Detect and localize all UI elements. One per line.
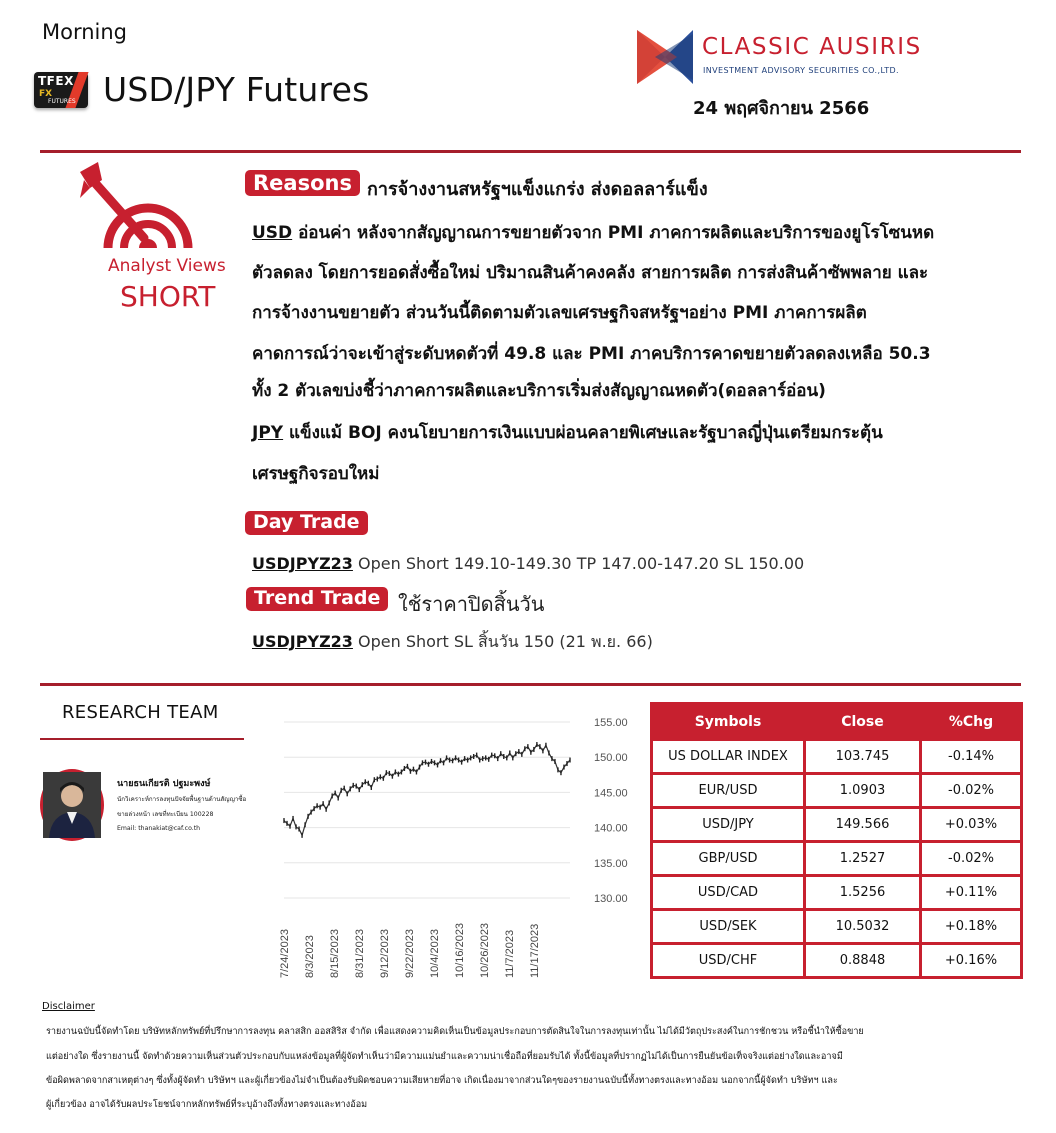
company-name: CLASSIC AUSIRIS: [702, 34, 922, 60]
section-divider: [40, 150, 1021, 153]
x-tick-label: 10/4/2023: [429, 929, 441, 978]
disclaimer-line: ผู้เกี่ยวข้อง อาจได้รับผลประโยชน์จากหลักทรัพย์ที่ระบุอ้างถึงทั้งทางตรงและทางอ้อม: [46, 1100, 368, 1110]
table-header-row: [652, 704, 1022, 740]
change-cell: +0.18%: [921, 910, 1022, 944]
session-label: Morning: [42, 20, 128, 44]
y-tick-label: 150.00: [594, 752, 628, 765]
y-tick-label: 155.00: [594, 717, 628, 729]
avatar: [40, 769, 104, 841]
usd-line-text: อ่อนค่า หลังจากสัญญาณการขยายตัวจาก PMI ภาคการผลิตและบริการของยูโรโซนหด: [292, 223, 935, 243]
target-arrow-icon: [78, 158, 202, 258]
report-date: 24 พฤศจิกายน 2566: [693, 98, 870, 119]
quote-table: [650, 702, 1023, 979]
disclaimer-line: แต่อย่างใด ซึ่งรายงานนี้ จัดทำด้วยความเห็นส่วนตัวประกอบกับแหล่งข้อมูลที่ผู้จัดทำเห็นว่ามีความแม่นยำและความน่าเชื่อถือที่ยอมรับได้ ทั้งนี้ข้อมูลที่ปรากฏไม่ได้เป็นการยืนยันข้อเท็จจริงแต่อย่างใดและอาจมี: [46, 1052, 843, 1062]
company-logo-icon: [637, 30, 693, 84]
y-tick-label: 135.00: [594, 857, 628, 870]
day-trade-detail: Open Short 149.10-149.30 TP 147.00-147.20 SL 150.00: [352, 554, 805, 573]
table-row: [652, 910, 1022, 944]
symbol-cell: US DOLLAR INDEX: [652, 740, 805, 774]
jpy-paragraph-line: [252, 419, 883, 446]
series-line: [284, 745, 570, 836]
y-tick-label: 140.00: [594, 822, 628, 835]
usd-paragraph-line: ทั้ง 2 ตัวเลขบ่งชี้ว่าภาคการผลิตและบริการเริ่มส่งสัญญาณหดตัว(ดอลลาร์อ่อน): [252, 381, 826, 401]
close-cell: 103.745: [805, 740, 921, 774]
research-team-title: RESEARCH TEAM: [62, 702, 219, 723]
symbol-cell: GBP/USD: [652, 842, 805, 876]
analyst-position: SHORT: [120, 280, 216, 313]
x-tick-label: 7/24/2023: [279, 929, 291, 978]
x-tick-label: 11/17/2023: [529, 923, 541, 978]
x-tick-label: 11/7/2023: [504, 929, 516, 978]
analyst-views-label: Analyst Views: [108, 256, 226, 276]
trend-trade-symbol: USDJPYZ23: [252, 632, 353, 651]
usd-term: USD: [252, 223, 293, 243]
table-row: [652, 944, 1022, 978]
reasons-headline: การจ้างงานสหรัฐฯแข็งแกร่ง ส่งดอลลาร์แข็ง: [367, 179, 708, 200]
disclaimer-title: Disclaimer: [42, 1001, 95, 1012]
trend-trade-detail: Open Short SL สิ้นวัน 150 (21 พ.ย. 66): [352, 632, 653, 651]
change-cell: +0.16%: [921, 944, 1022, 978]
tfex-logo-fx: FX: [39, 89, 53, 99]
usd-paragraph-line: การจ้างงานขยายตัว ส่วนวันนี้ติดตามตัวเลขเศรษฐกิจสหรัฐฯอย่าง PMI ภาคการผลิต: [252, 303, 867, 323]
jpy-term: JPY: [252, 423, 284, 443]
tfex-logo-futures: FUTURES: [48, 98, 76, 105]
header-close: Close: [805, 704, 921, 740]
x-tick-label: 9/12/2023: [379, 929, 391, 978]
analyst-license: ขายล่วงหน้า เลขที่ทะเบียน 100228: [117, 811, 214, 818]
day-trade-tag: Day Trade: [245, 511, 368, 535]
change-cell: -0.02%: [921, 774, 1022, 808]
close-cell: 10.5032: [805, 910, 921, 944]
day-trade-symbol: USDJPYZ23: [252, 554, 353, 573]
close-cell: 149.566: [805, 808, 921, 842]
change-cell: +0.11%: [921, 876, 1022, 910]
reasons-tag: Reasons: [245, 170, 360, 196]
symbol-cell: USD/SEK: [652, 910, 805, 944]
x-tick-label: 9/22/2023: [404, 929, 416, 978]
company-subtitle: INVESTMENT ADVISORY SECURITIES CO.,LTD.: [703, 66, 899, 75]
change-cell: +0.03%: [921, 808, 1022, 842]
section-divider: [40, 683, 1021, 686]
disclaimer-line: ข้อผิดพลาดจากสาเหตุต่างๆ ซึ่งทั้งผู้จัดทำ บริษัทฯ และผู้เกี่ยวข้องไม่จำเป็นต้องรับผิดชอบความเสียหายที่อาจ เกิดเนื่องมาจากส่วนใดๆของรายงานฉบับนี้ทั้งทางตรงและทางอ้อม นอกจากนี้ผู้จัดทำ บริษัทฯ และ: [46, 1076, 838, 1086]
day-trade-line: [252, 554, 804, 573]
close-cell: 1.2527: [805, 842, 921, 876]
trend-trade-tag: Trend Trade: [246, 587, 388, 611]
symbol-cell: USD/JPY: [652, 808, 805, 842]
trend-trade-note: ใช้ราคาปิดสิ้นวัน: [398, 592, 545, 616]
usd-paragraph-line: [252, 219, 934, 246]
header-symbols: Symbols: [652, 704, 805, 740]
usd-paragraph-line: คาดการณ์ว่าจะเข้าสู่ระดับหดตัวที่ 49.8 และ PMI ภาคบริการคาดขยายตัวลดลงเหลือ 50.3: [252, 344, 931, 364]
close-cell: 1.5256: [805, 876, 921, 910]
close-cell: 0.8848: [805, 944, 921, 978]
analyst-role: นักวิเคราะห์การลงทุนปัจจัยพื้นฐานด้านสัญญาซื้อ: [117, 796, 247, 803]
change-cell: -0.14%: [921, 740, 1022, 774]
x-tick-label: 8/31/2023: [354, 929, 366, 978]
close-cell: 1.0903: [805, 774, 921, 808]
analyst-name: นายธนเกียรติ ปฐมะพงษ์: [117, 779, 211, 789]
x-tick-label: 8/15/2023: [329, 929, 341, 978]
trend-trade-line: [252, 630, 653, 655]
jpy-paragraph-line: เศรษฐกิจรอบใหม่: [252, 464, 380, 484]
x-tick-label: 8/3/2023: [304, 935, 316, 978]
usd-paragraph-line: ตัวลดลง โดยการยอดสั่งซื้อใหม่ ปริมาณสินค้าคงคลัง สายการผลิต การส่งสินค้าซัพพลาย และ: [252, 263, 929, 283]
x-tick-label: 10/16/2023: [454, 922, 466, 978]
header-pct-change: %Chg: [921, 704, 1022, 740]
table-row: [652, 876, 1022, 910]
analyst-email: Email: thanakiat@caf.co.th: [117, 825, 201, 832]
research-team-underline: [40, 738, 244, 740]
symbol-cell: USD/CAD: [652, 876, 805, 910]
symbol-cell: EUR/USD: [652, 774, 805, 808]
person-icon: [43, 772, 101, 838]
page-title: USD/JPY Futures: [103, 70, 370, 109]
y-tick-label: 130.00: [594, 893, 628, 905]
tfex-logo-text: TFEX: [38, 74, 74, 88]
x-tick-label: 10/26/2023: [479, 922, 491, 978]
symbol-cell: USD/CHF: [652, 944, 805, 978]
usdjpy-price-chart: [278, 710, 628, 990]
table-row: [652, 774, 1022, 808]
table-row: [652, 842, 1022, 876]
disclaimer-line: รายงานฉบับนี้จัดทำโดย บริษัทหลักทรัพย์ที่ปรึกษาการลงทุน คลาสสิก ออสสิริส จำกัด เพื่อแสดงความคิดเห็นเป็นข้อมูลประกอบการตัดสินใจในการลงทุนเท่านั้น ไม่ได้มีวัตถุประสงค์ในการชักชวน หรือชี้นำให้ซื้อขาย: [46, 1027, 864, 1037]
tfex-fx-futures-logo: [34, 72, 88, 108]
table-row: [652, 740, 1022, 774]
change-cell: -0.02%: [921, 842, 1022, 876]
jpy-line-text: แข็งแม้ BOJ คงนโยบายการเงินแบบผ่อนคลายพิเศษและรัฐบาลญี่ปุ่นเตรียมกระตุ้น: [283, 423, 883, 443]
table-row: [652, 808, 1022, 842]
y-tick-label: 145.00: [594, 787, 628, 800]
